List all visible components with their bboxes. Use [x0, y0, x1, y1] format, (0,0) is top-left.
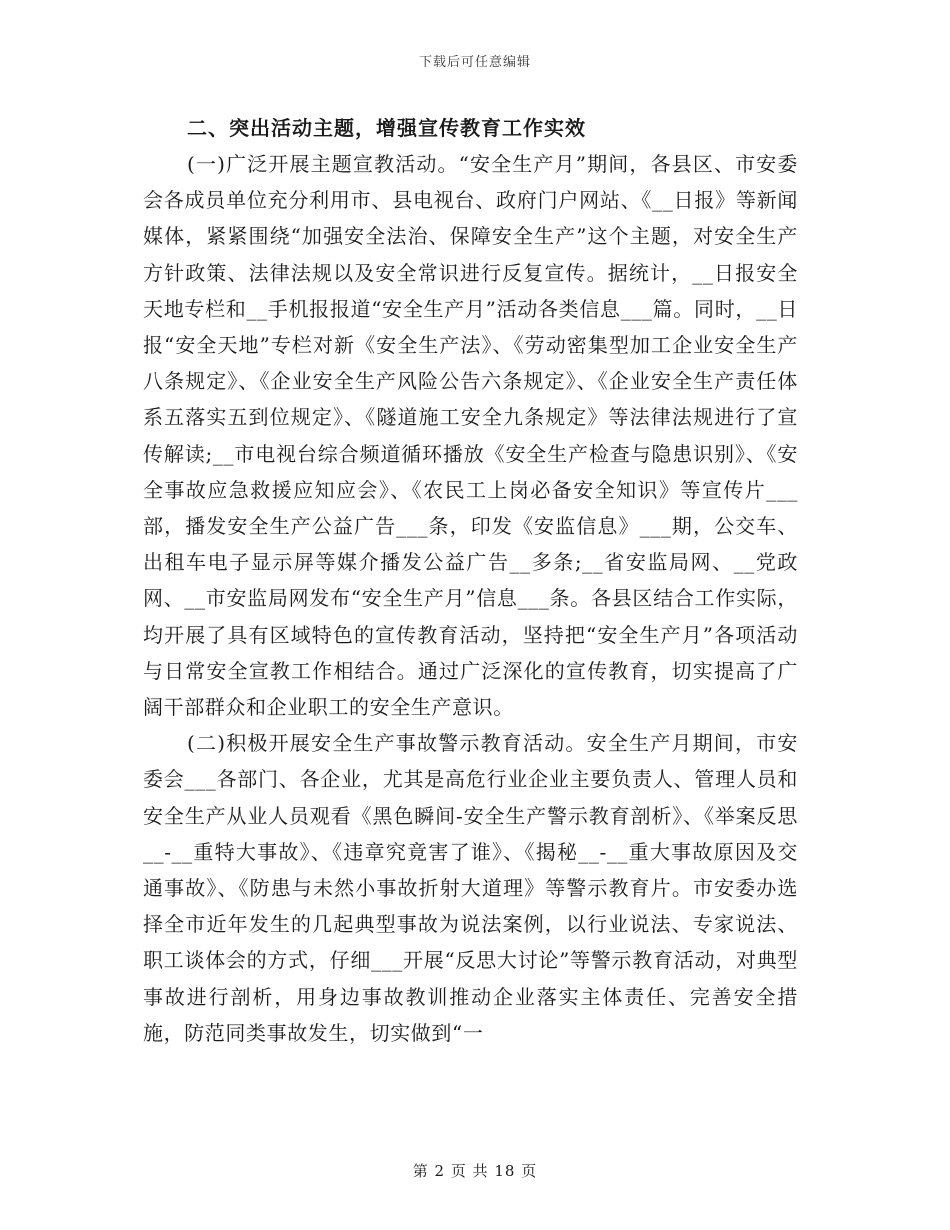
page-number: 第 2 页 共 18 页	[412, 1162, 538, 1180]
section-heading: 二、突出活动主题，增强宣传教育工作实效	[187, 116, 586, 140]
paragraph-1: (一)广泛开展主题宣教活动。“安全生产月”期间，各县区、市安委会各成员单位充分利用市、县电视台、政府门户网站、《__日报》等新闻媒体，紧紧围绕“加强安全法治、保障安全生产”这个主题，对安全生产方针政策、法律法规以及安全常识进行反复宣传。据统计，__日报安全天地专栏和__手机报报道“安全生产月”活动各类信息___篇。同时，__日报“安全天地”专栏对新《安全生产法》、《劳动密集型加工企业安全生产八条规定》、《企业安全生产风险公告六条规定》、《企业安全生产责任体系五落实五到位规定》、《隧道施工安全九条规定》等法律法规进行了宣传解读;__市电视台综合频道循环播放《安全生产检查与隐患识别》、《安全事故应急救援应知应会》、《农民工上岗必备安全知识》等宣传片___部，播发安全生产公益广告___条，印发《安监信息》___期，公交车、出租车电子显示屏等媒介播发公益广告__多条;__省安监局网、__党政网、__市安监局网发布“安全生产月”信息___条。各县区结合工作实际，均开展了具有区域特色的宣传教育活动，坚持把“安全生产月”各项活动与日常安全宣教工作相结合。通过广泛深化的宣传教育，切实提高了广阔干部群众和企业职工的安全生产意识。	[143, 152, 798, 720]
document-body	[143, 110, 798, 1051]
header-note: 下载后可任意编辑	[418, 55, 531, 70]
paragraph-2: (二)积极开展安全生产事故警示教育活动。安全生产月期间，市安委会___各部门、各企业，尤其是高危行业企业主要负责人、管理人员和安全生产从业人员观看《黑色瞬间-安全生产警示教育剖析》、《举案反思__-__重特大事故》、《违章究竟害了谁》、《揭秘__-__重大事故原因及交通事故》、《防患与未然小事故折射大道理》等警示教育片。市安委办选择全市近年发生的几起典型事故为说法案例，以行业说法、专家说法、职工谈体会的方式，仔细___开展“反思大讨论”等警示教育活动，对典型事故进行剖析，用身边事故教训推动企业落实主体责任、完善安全措施，防范同类事故发生，切实做到“一	[143, 731, 798, 1045]
